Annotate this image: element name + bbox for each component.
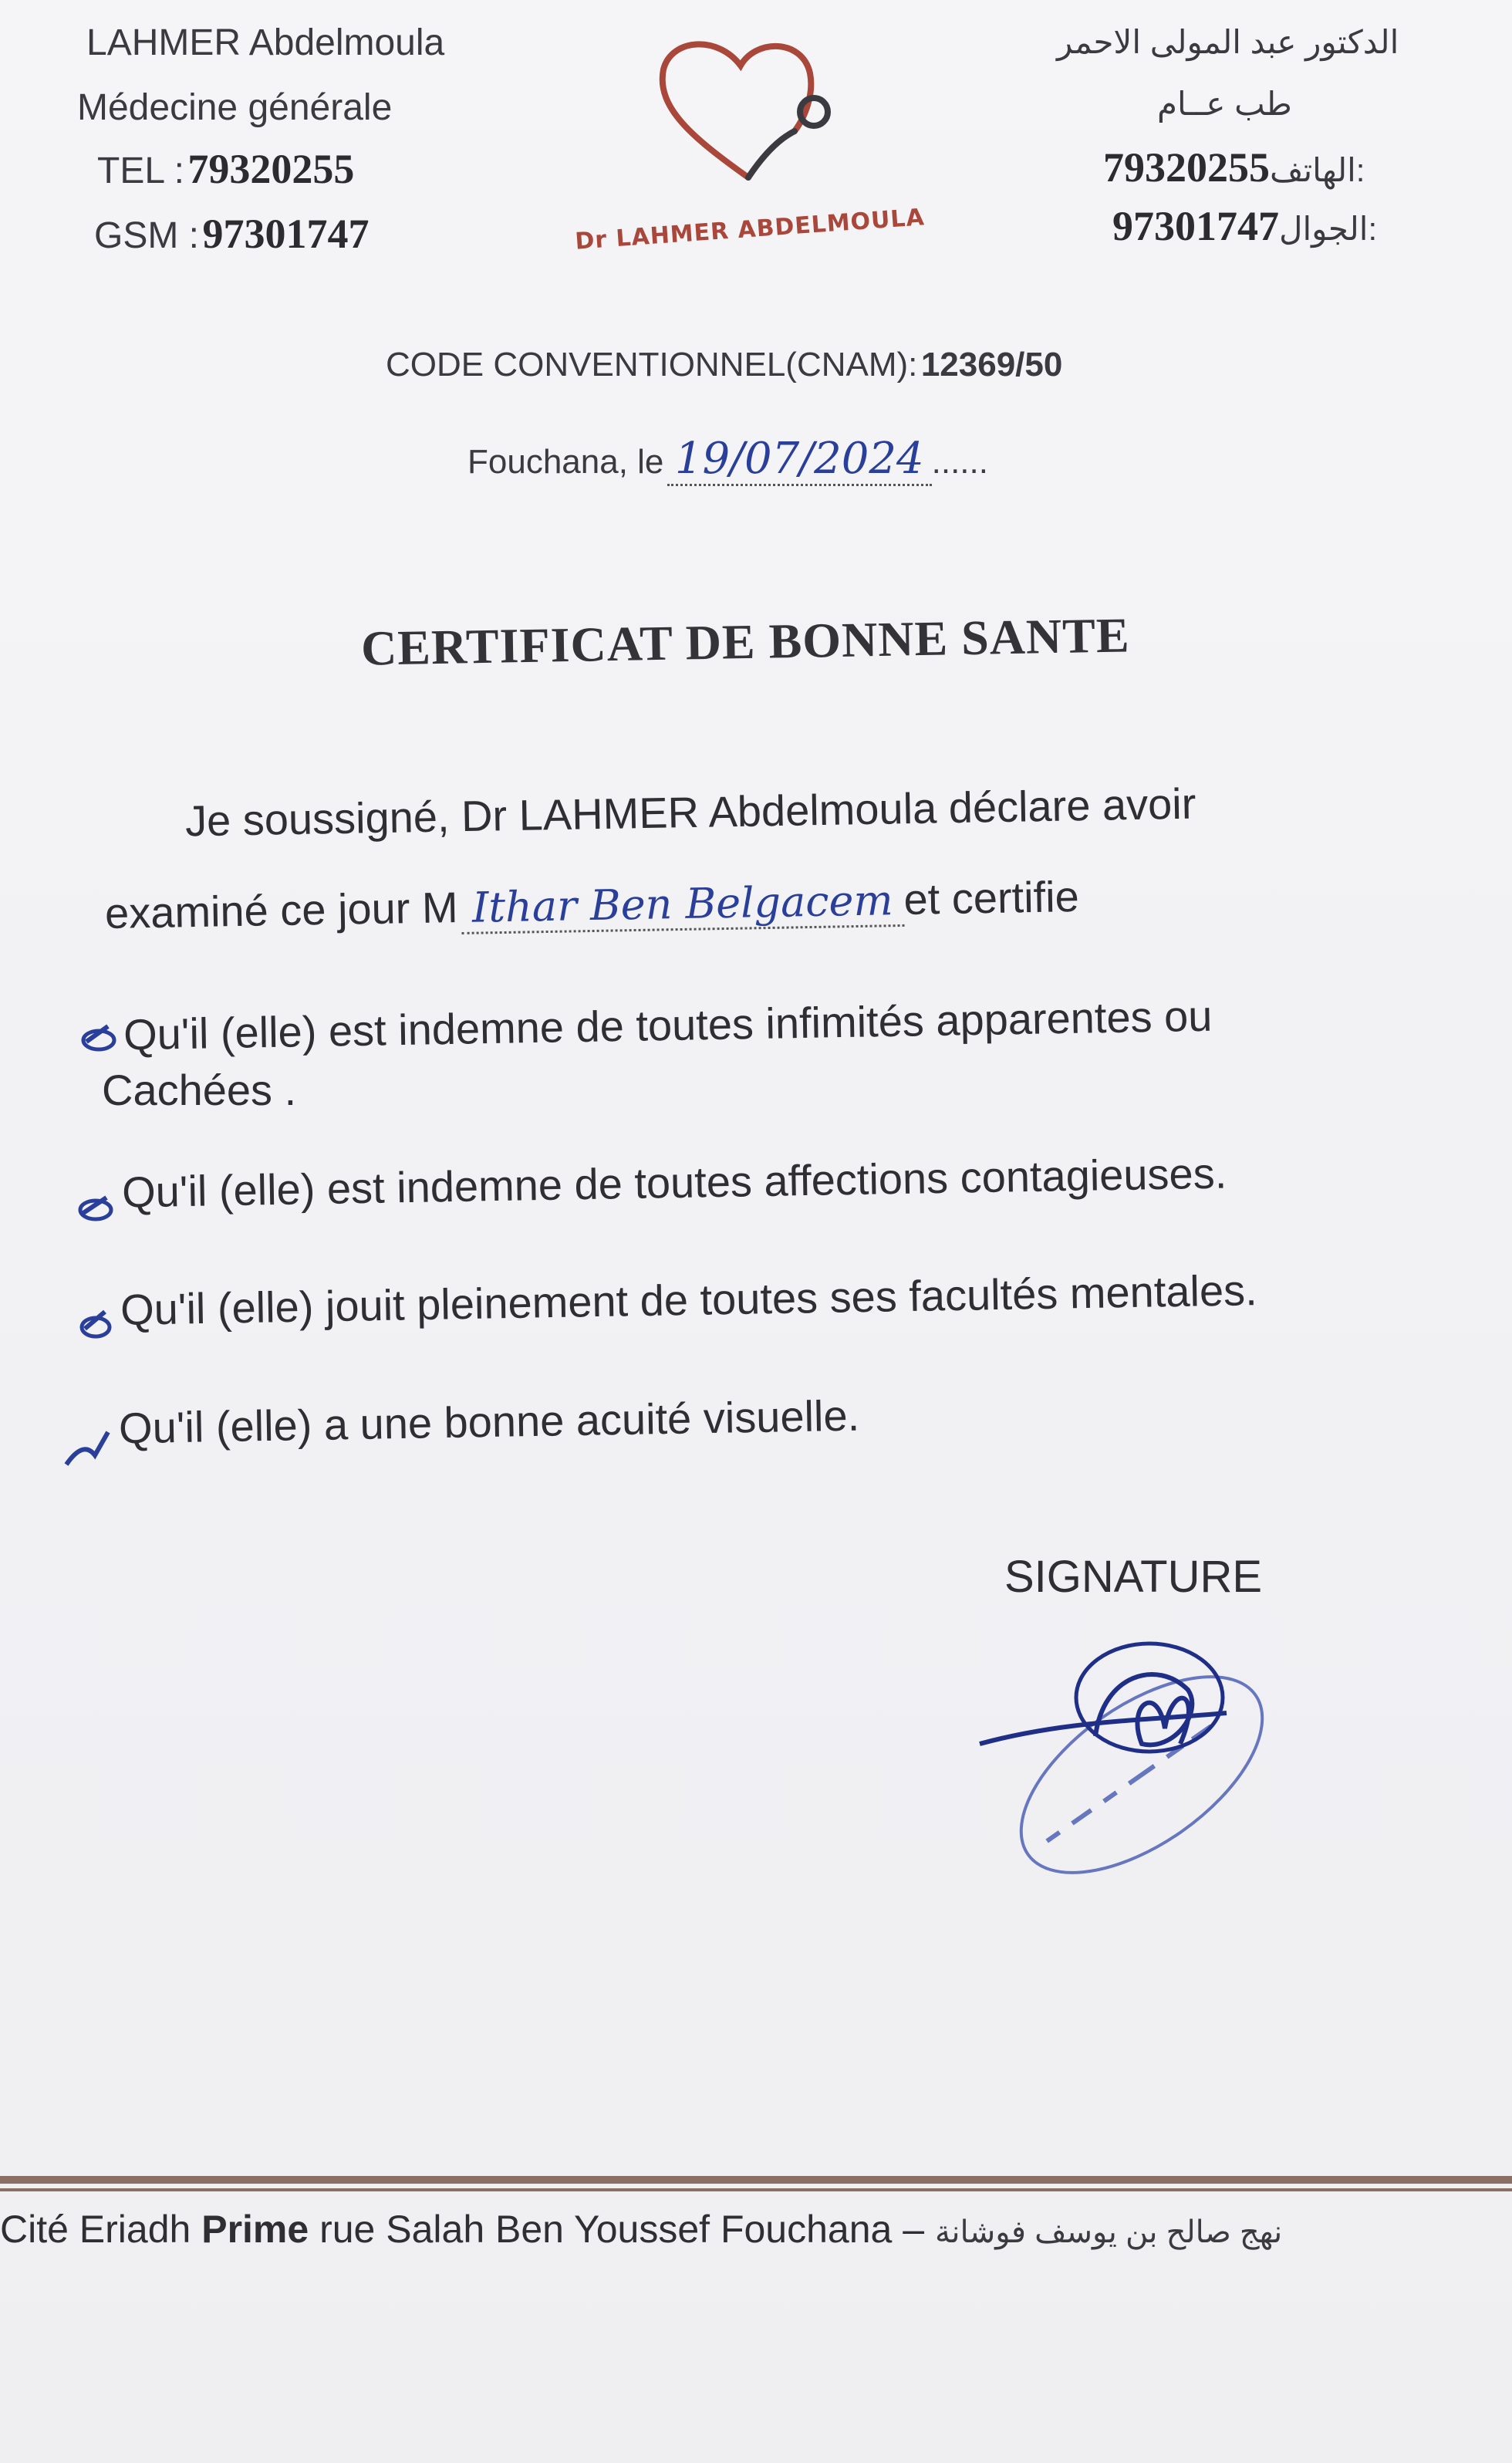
body-line-1: Je soussigné, Dr LAHMER Abdelmoula déclare avoir [184,779,1196,846]
specialty: Médecine générale [77,87,393,128]
body-line-2-suffix: et certifie [903,871,1080,924]
signature-label: SIGNATURE [1004,1552,1263,1602]
date-dots: ...... [931,443,988,481]
item-2: Qu'il (elle) est indemne de toutes affections contagieuses. [121,1148,1227,1217]
tel-label: TEL : [97,150,184,191]
item-4: Qu'il (elle) a une bonne acuité visuelle. [118,1390,860,1453]
body-line-2-prefix: examiné ce jour M [104,883,459,938]
tel-number-right: 79320255 [1103,144,1270,191]
item-1: Qu'il (elle) est indemne de toutes infimités apparentes ou [123,991,1213,1059]
certificate-title: CERTIFICAT DE BONNE SANTE [360,607,1131,676]
doctor-name: LAHMER Abdelmoula [86,22,445,63]
footer-arabic: نهج صالح بن يوسف فوشانة [934,2215,1283,2249]
footer-rule [0,2176,1512,2184]
footer-part-2: rue Salah Ben Youssef Fouchana – [309,2208,925,2251]
doctor-name-arabic: الدكتور عبد المولى الاحمر [1057,24,1399,60]
footer-address [0,2207,1282,2252]
tel-number: 79320255 [187,146,355,192]
footer-bold: Prime [201,2208,309,2251]
check-mark-icon [77,1019,123,1057]
tel-line-arabic [1103,144,1365,191]
code-line [386,346,1062,384]
item-1-continued: Cachées . [102,1066,297,1114]
check-mark-icon [60,1424,114,1471]
stethoscope-heart-icon [648,31,849,185]
date-line [467,434,988,484]
date-prefix: Fouchana, le [467,443,664,481]
gsm-line [94,210,369,258]
signature-stamp [972,1628,1311,1921]
gsm-label-arabic: الجوال: [1279,211,1378,247]
logo-caption: Dr LAHMER ABDELMOULA [574,204,926,255]
footer-rule-thin [0,2188,1512,2191]
gsm-line-arabic [1112,202,1377,250]
patient-name: Ithar Ben Belgacem [461,876,904,934]
check-mark-icon [74,1306,120,1344]
gsm-label: GSM : [94,215,200,256]
body-line-2 [105,871,1080,938]
item-3: Qu'il (elle) jouit pleinement de toutes ses facultés mentales. [120,1265,1258,1334]
code-label: CODE CONVENTIONNEL(CNAM): [386,346,918,383]
tel-line [97,145,354,193]
handwritten-date: 19/07/2024 [667,434,932,486]
code-value: 12369/50 [920,346,1063,383]
gsm-number: 97301747 [202,211,370,257]
gsm-number-right: 97301747 [1112,203,1279,249]
check-mark-icon [74,1188,120,1227]
specialty-arabic: طب عــام [1157,86,1292,122]
footer-part-1: Cité Eriadh [0,2208,202,2251]
tel-label-arabic: الهاتف: [1270,152,1365,188]
